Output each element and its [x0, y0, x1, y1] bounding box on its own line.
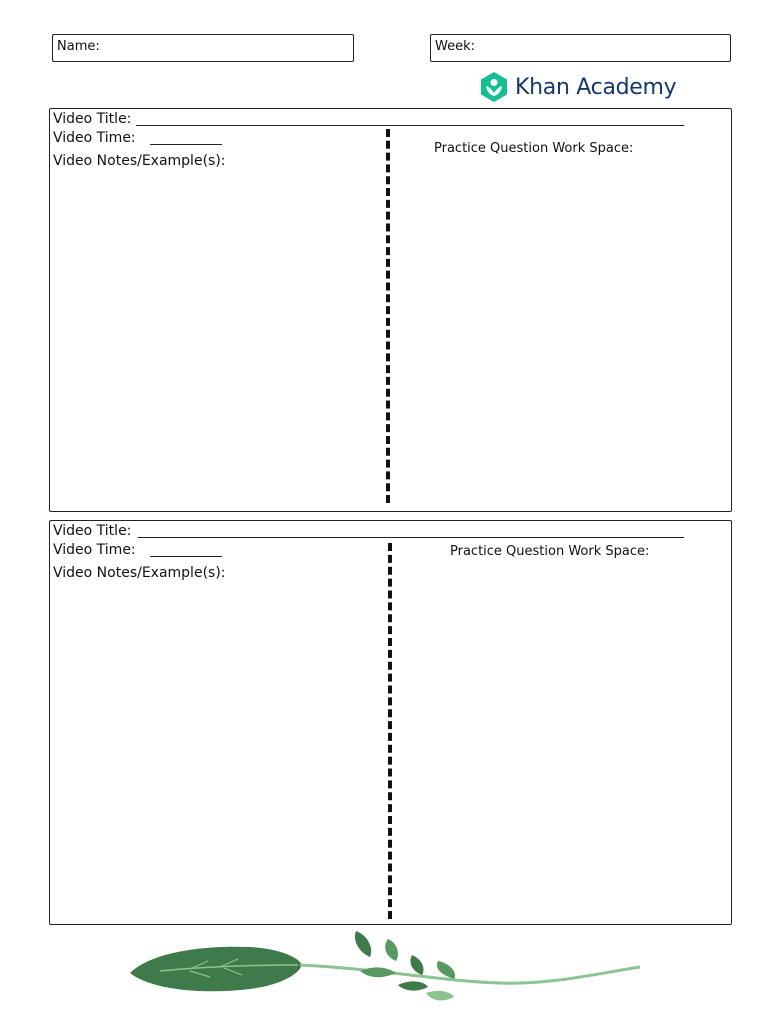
- video-title-label: Video Title:: [53, 111, 132, 127]
- khan-academy-logo: [479, 70, 676, 104]
- video-title-label: Video Title:: [53, 523, 132, 539]
- video-time-label: Video Time:: [53, 130, 136, 146]
- video-notes-section-1: [49, 108, 732, 512]
- video-notes-label: Video Notes/Example(s):: [53, 153, 226, 169]
- video-title-line[interactable]: [136, 125, 684, 126]
- small-leaf-icon: [426, 991, 454, 1001]
- small-leaf-icon: [410, 955, 423, 975]
- small-leaf-icon: [437, 961, 455, 979]
- dashed-divider: [388, 543, 392, 919]
- name-label: Name:: [57, 39, 100, 54]
- small-leaf-icon: [385, 939, 398, 961]
- large-leaf-icon: [130, 947, 302, 992]
- video-time-label: Video Time:: [53, 542, 136, 558]
- vine-stem: [300, 965, 640, 983]
- week-field[interactable]: [430, 34, 731, 62]
- video-title-line[interactable]: [138, 537, 684, 538]
- video-notes-label: Video Notes/Example(s):: [53, 565, 226, 581]
- name-field[interactable]: [52, 34, 354, 62]
- video-notes-section-2: [49, 520, 732, 925]
- practice-workspace-label: Practice Question Work Space:: [434, 141, 634, 156]
- small-leaf-icon: [398, 981, 428, 990]
- practice-workspace-label: Practice Question Work Space:: [450, 544, 650, 559]
- logo-text: Khan Academy: [515, 74, 677, 100]
- khan-academy-hexagon-icon: [479, 71, 509, 103]
- small-leaf-icon: [355, 931, 371, 957]
- dashed-divider: [386, 129, 390, 503]
- leaf-vine-decoration: [120, 925, 650, 1015]
- week-label: Week:: [435, 39, 475, 54]
- video-time-line[interactable]: [150, 144, 222, 145]
- video-time-line[interactable]: [150, 556, 222, 557]
